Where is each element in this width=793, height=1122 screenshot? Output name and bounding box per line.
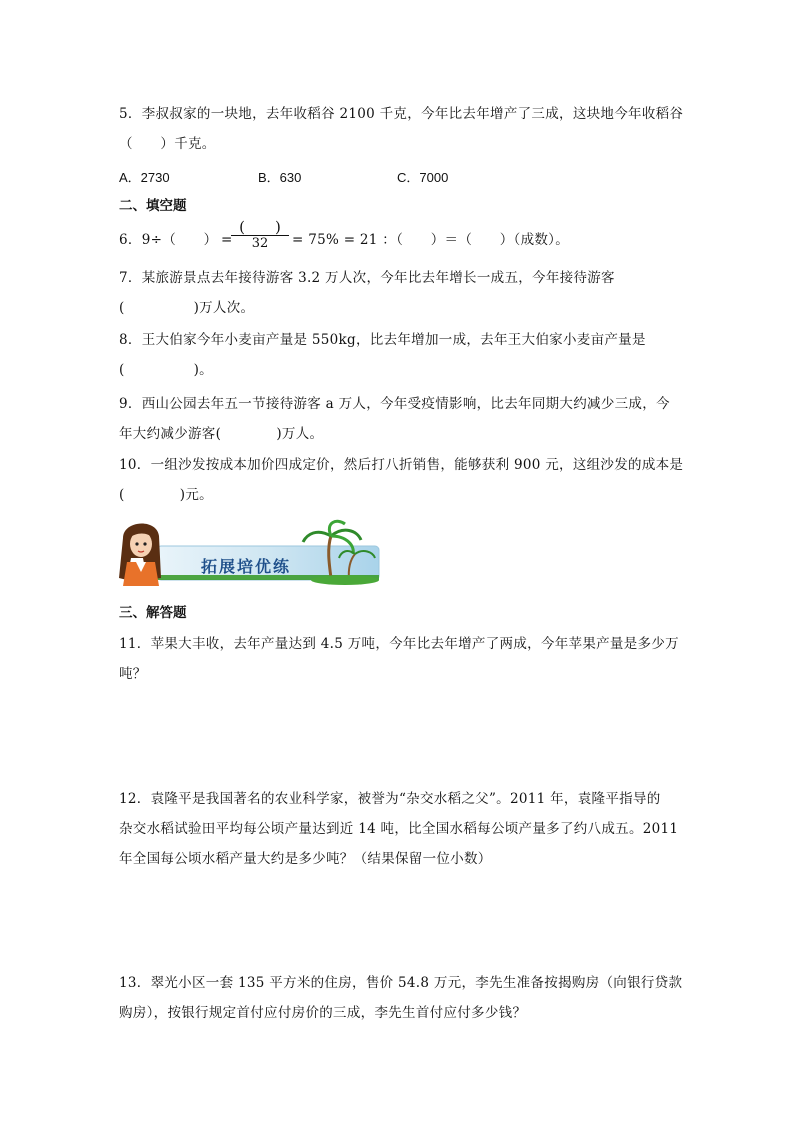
girl-icon — [119, 523, 161, 586]
q9-line2: 年大约减少游客( )万人。 — [119, 426, 324, 442]
q8-line2: ( )。 — [119, 362, 213, 378]
q5-option-b: B．630 — [258, 170, 302, 185]
q12-line2: 杂交水稻试验田平均每公顷产量达到近 14 吨，比全国水稻每公顷产量多了约八成五。2011 — [119, 821, 679, 837]
q10-line2: ( )元。 — [119, 487, 213, 503]
q7-line1: 7．某旅游景点去年接待游客 3.2 万人次，今年比去年增长一成五，今年接待游客 — [119, 270, 615, 286]
extension-banner — [117, 518, 382, 586]
q9-line1: 9．西山公园去年五一节接待游客 a 万人，今年受疫情影响，比去年同期大约减少三成，今 — [119, 396, 670, 412]
section-2-heading: 二、填空题 — [119, 198, 187, 214]
q6-tail: = 75% = 21 ：（ ）＝（ ）（成数）。 — [292, 232, 570, 248]
q10-line1: 10．一组沙发按成本加价四成定价，然后打八折销售，能够获利 900 元，这组沙发的成本是 — [119, 457, 684, 473]
q12-line3: 年全国每公顷水稻产量大约是多少吨？（结果保留一位小数） — [119, 851, 492, 867]
q6-fraction-denominator: 32 — [251, 236, 269, 251]
q13-line1: 13．翠光小区一套 135 平方米的住房，售价 54.8 万元，李先生准备按揭购房（向银行贷款 — [119, 975, 683, 991]
q5-option-c: C．7000 — [397, 170, 449, 185]
q6-fraction — [231, 219, 289, 252]
q11-line1: 11．苹果大丰收，去年产量达到 4.5 万吨，今年比去年增产了两成，今年苹果产量是多少万 — [119, 636, 679, 652]
banner-title: 拓展培优练 — [201, 557, 292, 576]
q8-line1: 8．王大伯家今年小麦亩产量是 550kg，比去年增加一成，去年王大伯家小麦亩产量是 — [119, 332, 646, 348]
q5-line1: 5．李叔叔家的一块地，去年收稻谷 2100 千克，今年比去年增产了三成，这块地今年收稻谷 — [119, 106, 684, 122]
q7-line2: ( )万人次。 — [119, 300, 255, 316]
q5-line2: （ ）千克。 — [119, 136, 216, 152]
q6-lead: 6．9÷（ ） — [119, 232, 218, 248]
section-3-heading: 三、解答题 — [119, 605, 187, 621]
q5-option-a: A．2730 — [119, 170, 170, 185]
q6-equals: = — [221, 232, 233, 248]
q12-line1: 12．袁隆平是我国著名的农业科学家，被誉为“杂交水稻之父”。2011 年，袁隆平指导的 — [119, 791, 661, 807]
q13-line2: 购房），按银行规定首付应付房价的三成，李先生首付应付多少钱？ — [119, 1005, 527, 1021]
q11-line2: 吨？ — [119, 666, 147, 682]
q6-fraction-numerator: ( ) — [231, 219, 289, 236]
